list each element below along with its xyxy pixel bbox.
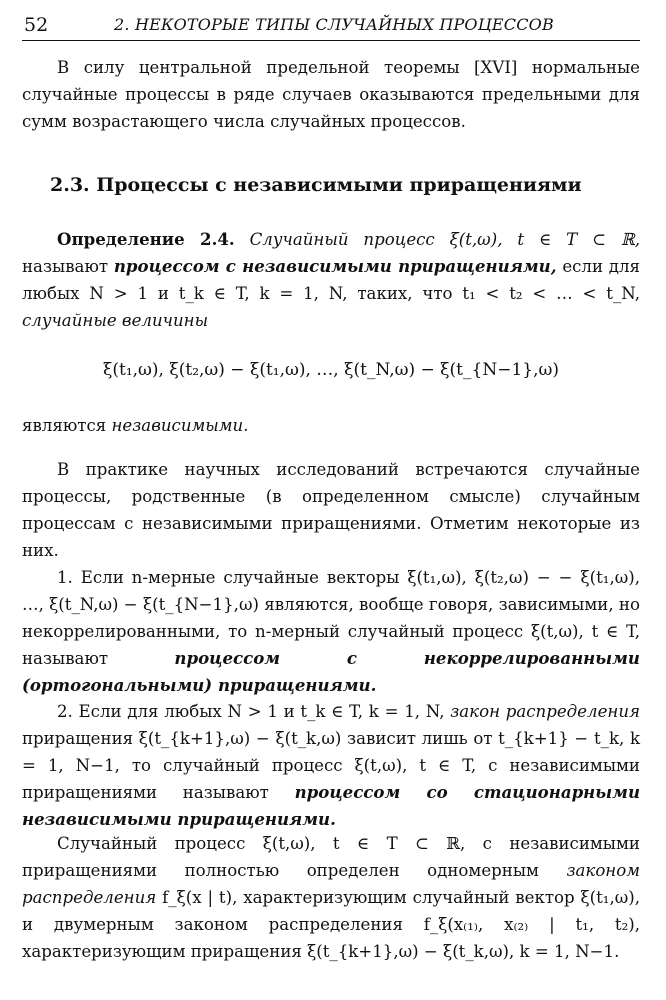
final-paragraph: [22, 830, 640, 965]
final-paragraph-text: f_ξ(x | t), характеризующим случайный вектор ξ(t₁,ω), и двумерным законом распределения f_ξ(x₍₁₎, x₍₂₎ | t₁, t₂), характеризующим приращения ξ(t_{k+1},ω) − ξ(t_k,ω), k = 1, N−1.: [22, 888, 641, 961]
definition-object: случайные величины: [22, 311, 209, 330]
list-item-2-italic: закон распределения: [450, 702, 640, 721]
definition-term: процессом с независимыми приращениями,: [113, 256, 557, 276]
final-paragraph-italic: законом распределения: [22, 861, 640, 907]
list-item-2-intro: 2. Если для любых N > 1 и t_k ∈ T, k = 1, N,: [57, 702, 445, 721]
page-number: 52: [24, 14, 49, 36]
definition-label: Определение 2.4.: [57, 229, 235, 249]
definition-conclusion-verb: являются: [22, 416, 107, 435]
chapter-title: 2. НЕКОТОРЫЕ ТИПЫ СЛУЧАЙНЫХ ПРОЦЕССОВ: [114, 15, 554, 34]
list-item-2-text: приращения ξ(t_{k+1},ω) − ξ(t_k,ω) зависит лишь от t_{k+1} − t_k, k = 1, N−1, то случайный процесс ξ(t,ω), t ∈ T, с независимыми приращениями называют: [22, 729, 640, 802]
list-item-1-text: 1. Если n-мерные случайные векторы ξ(t₁,ω), ξ(t₂,ω) − − ξ(t₁,ω), …, ξ(t_N,ω) − ξ(t_{N−1},ω) являются, вообще говоря, зависимыми, но некоррелированными, то n-мерный случайный процесс ξ(t,ω), t ∈ T, называют: [22, 568, 640, 668]
list-item-1: [22, 564, 640, 699]
definition-conclusion-term: независимыми.: [111, 416, 249, 435]
definition-paragraph: [22, 226, 640, 334]
intro-paragraph: В силу центральной предельной теоремы [XVI] нормальные случайные процессы в ряде случаев оказываются предельными для сумм возрастающего числа случайных процессов.: [22, 58, 640, 131]
definition-condition: если для любых N > 1 и t_k ∈ T, k = 1, N, таких, что t₁ < t₂ < … < t_N,: [22, 257, 641, 303]
list-item-2-term: процессом со стационарными независимыми приращениями.: [22, 782, 641, 829]
final-paragraph-intro: Случайный процесс ξ(t,ω), t ∈ T ⊂ ℝ, с независимыми приращениями полностью определен одномерным: [22, 834, 640, 880]
list-item-1-term: процессом с некоррелированными (ортогональными) приращениями.: [22, 648, 640, 695]
definition-conclusion: [22, 412, 640, 439]
definition-subject: Случайный процесс ξ(t,ω), t ∈ T ⊂ ℝ,: [249, 230, 640, 249]
section-heading: 2.3. Процессы с независимыми приращениями: [50, 174, 582, 196]
definition-formula: ξ(t₁,ω), ξ(t₂,ω) − ξ(t₁,ω), …, ξ(t_N,ω) − ξ(t_{N−1},ω): [103, 360, 559, 380]
list-item-2: [22, 698, 640, 833]
header-rule: [22, 40, 640, 41]
running-head: [22, 10, 640, 38]
definition-verb: называют: [22, 257, 109, 276]
book-page: [22, 0, 640, 1000]
practice-paragraph: В практике научных исследований встречаются случайные процессы, родственные (в определенном смысле) случайным процессам с независимыми приращениями. Отметим некоторые из них.: [22, 460, 640, 560]
